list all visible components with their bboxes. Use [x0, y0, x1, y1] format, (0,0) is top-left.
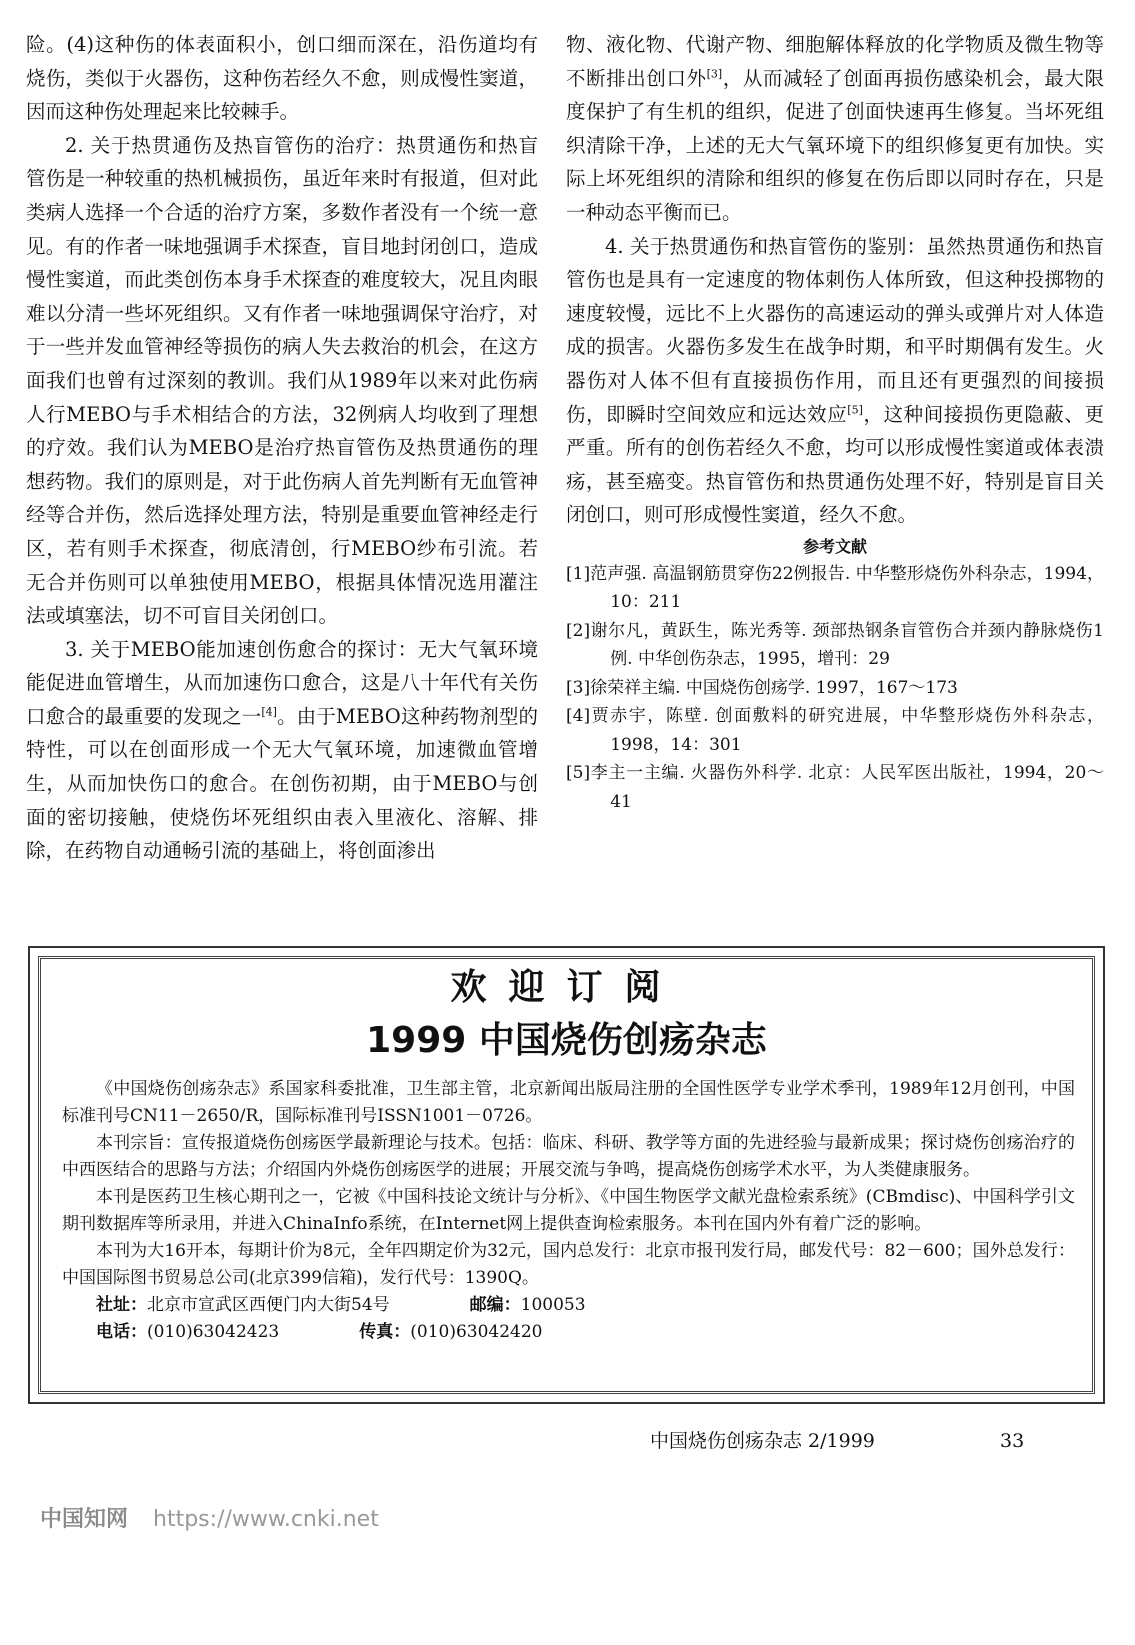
citation: [4]: [261, 705, 277, 719]
ad-subtitle: 1999 中国烧伤创疡杂志: [366, 1020, 767, 1061]
reference-item: [3]徐荣祥主编. 中国烧伤创疡学. 1997，167～173: [566, 677, 958, 698]
address-label: 社址：: [96, 1295, 147, 1315]
ad-paragraph: 本刊是医药卫生核心期刊之一，它被《中国科技论文统计与分析》、《中国生物医学文献光盘检索系统》(CBmdisc)、中国科学引文期刊数据库等所录用，并进入ChinaInfo系统，在Internet网上提供查询检索服务。本刊在国内外有着广泛的影响。: [62, 1187, 1075, 1234]
reference-item: [4]贾赤宇，陈壁. 创面敷料的研究进展，中华整形烧伤外科杂志，1998，14：301: [566, 706, 1104, 755]
subscription-ad-box: [28, 946, 1105, 1404]
address-row: [62, 1292, 1075, 1319]
reference-item: [5]李主一主编. 火器伤外科学. 北京：人民军医出版社，1994，20～41: [566, 763, 1104, 812]
paragraph-text: ，这种间接损伤更隐蔽、更严重。所有的创伤若经久不愈，均可以形成慢性窦道或体表溃疡，甚至癌变。热盲管伤和热贯通伤处理不好，特别是盲目关闭创口，则可形成慢性窦道，经久不愈。: [566, 402, 1104, 527]
phone-value: (010)63042423: [147, 1322, 280, 1342]
paragraph: [26, 633, 538, 868]
address-value: 北京市宣武区西便门内大街54号: [147, 1295, 390, 1315]
fax-value: (010)63042420: [410, 1322, 543, 1342]
paragraph-text: 物、液化物、代谢产物、细胞解体释放的化学物质及微生物等不断排出创口外: [566, 33, 1104, 90]
phone-row: [62, 1319, 1075, 1346]
paragraph: [566, 230, 1104, 532]
ad-body: [62, 1076, 1075, 1346]
journal-issue: 中国烧伤创疡杂志 2/1999: [650, 1430, 875, 1452]
phone-label: 电话：: [96, 1322, 147, 1342]
cnki-logo: 中国知网: [40, 1507, 129, 1532]
paragraph-text: 3. 关于MEBO能加速创伤愈合的探讨：无大气氧环境能促进血管增生，从而加速伤口愈合，这是八十年代有关伤口愈合的最重要的发现之一: [26, 637, 538, 728]
paragraph-text: ，从而减轻了创面再损伤感染机会，最大限度保护了有生机的组织，促进了创面快速再生修复。当坏死组织清除干净，上述的无大气氧环境下的组织修复更有加快。实际上坏死组织的清除和组织的修复在伤后即以同时存在，只是一种动态平衡而已。: [566, 66, 1104, 224]
cnki-watermark: [40, 1505, 379, 1535]
postcode-value: 100053: [520, 1295, 586, 1315]
ad-title: 欢迎订阅: [450, 967, 683, 1008]
right-column: [566, 28, 1104, 816]
paragraph: [566, 28, 1104, 230]
ad-paragraph: 本刊为大16开本，每期计价为8元，全年四期定价为32元，国内总发行：北京市报刊发行局，邮发代号：82－600；国外总发行：中国国际图书贸易总公司(北京399信箱)，发行代号：1390Q。: [62, 1241, 1075, 1288]
reference-item: [2]谢尔凡，黄跃生，陈光秀等. 颈部热钢条盲管伤合并颈内静脉烧伤1例. 中华创伤杂志，1995，增刊：29: [566, 620, 1104, 670]
fax-label: 传真：: [359, 1322, 411, 1342]
reference-item: [1]范声强. 高温钢筋贯穿伤22例报告. 中华整形烧伤外科杂志，1994，10：211: [566, 563, 1104, 613]
citation: [5]: [847, 403, 863, 417]
paragraph-text: 。由于MEBO这种药物剂型的特性，可以在创面形成一个无大气氧环境，加速微血管增生，从而加快伤口的愈合。在创伤初期，由于MEBO与创面的密切接触，使烧伤坏死组织由表入里液化、溶解、排除，在药物自动通畅引流的基础上，将创面渗出: [26, 704, 538, 863]
paragraph: 2. 关于热贯通伤及热盲管伤的治疗：热贯通伤和热盲管伤是一种较重的热机械损伤，虽近年来时有报道，但对此类病人选择一个合适的治疗方案，多数作者没有一个统一意见。有的作者一味地强调手术探查，盲目地封闭创口，造成慢性窦道，而此类创伤本身手术探查的难度较大，况且肉眼难以分清一些坏死组织。又有作者一味地强调保守治疗，对于一些并发血管神经等损伤的病人失去救治的机会，在这方面我们也曾有过深刻的教训。我们从1989年以来对此伤病人行MEBO与手术相结合的方法，32例病人均收到了理想的疗效。我们认为MEBO是治疗热盲管伤及热贯通伤的理想药物。我们的原则是，对于此伤病人首先判断有无血管神经等合并伤，然后选择处理方法，特别是重要血管神经走行区，若有则手术探查，彻底清创，行MEBO纱布引流。若无合并伤则可以单独使用MEBO，根据具体情况选用灌注法或填塞法，切不可盲目关闭创口。: [26, 133, 538, 628]
citation: [3]: [706, 67, 723, 81]
postcode-label: 邮编：: [469, 1295, 521, 1315]
references-heading: 参考文献: [802, 536, 867, 556]
ad-paragraph: 《中国烧伤创疡杂志》系国家科委批准，卫生部主管，北京新闻出版局注册的全国性医学专业学术季刊，1989年12月创刊，中国标准刊号CN11－2650/R，国际标准刊号ISSN1001－0726。: [62, 1079, 1075, 1126]
ad-paragraph: 本刊宗旨：宣传报道烧伤创疡医学最新理论与技术。包括：临床、科研、教学等方面的先进经验与最新成果；探讨烧伤创疡治疗的中西医结合的思路与方法；介绍国内外烧伤创疡医学的进展；开展交流与争鸣，提高烧伤创疡学术水平，为人类健康服务。: [62, 1133, 1075, 1180]
paragraph: 险。(4)这种伤的体表面积小，创口细而深在，沿伤道均有烧伤，类似于火器伤，这种伤若经久不愈，则成慢性窦道，因而这种伤处理起来比较棘手。: [26, 33, 538, 124]
page-number: 33: [1000, 1430, 1025, 1452]
page-footer: [650, 1428, 1025, 1454]
left-column: [26, 28, 538, 868]
paragraph-text: 4. 关于热贯通伤和热盲管伤的鉴别：虽然热贯通伤和热盲管伤也是具有一定速度的物体刺伤人体所致，但这种投掷物的速度较慢，远比不上火器伤的高速运动的弹头或弹片对人体造成的损害。火器伤多发生在战争时期，和平时期偶有发生。火器伤对人体不但有直接损伤作用，而且还有更强烈的间接损伤，即瞬时空间效应和远达效应: [566, 234, 1104, 426]
watermark-url: https://www.cnki.net: [153, 1507, 379, 1532]
